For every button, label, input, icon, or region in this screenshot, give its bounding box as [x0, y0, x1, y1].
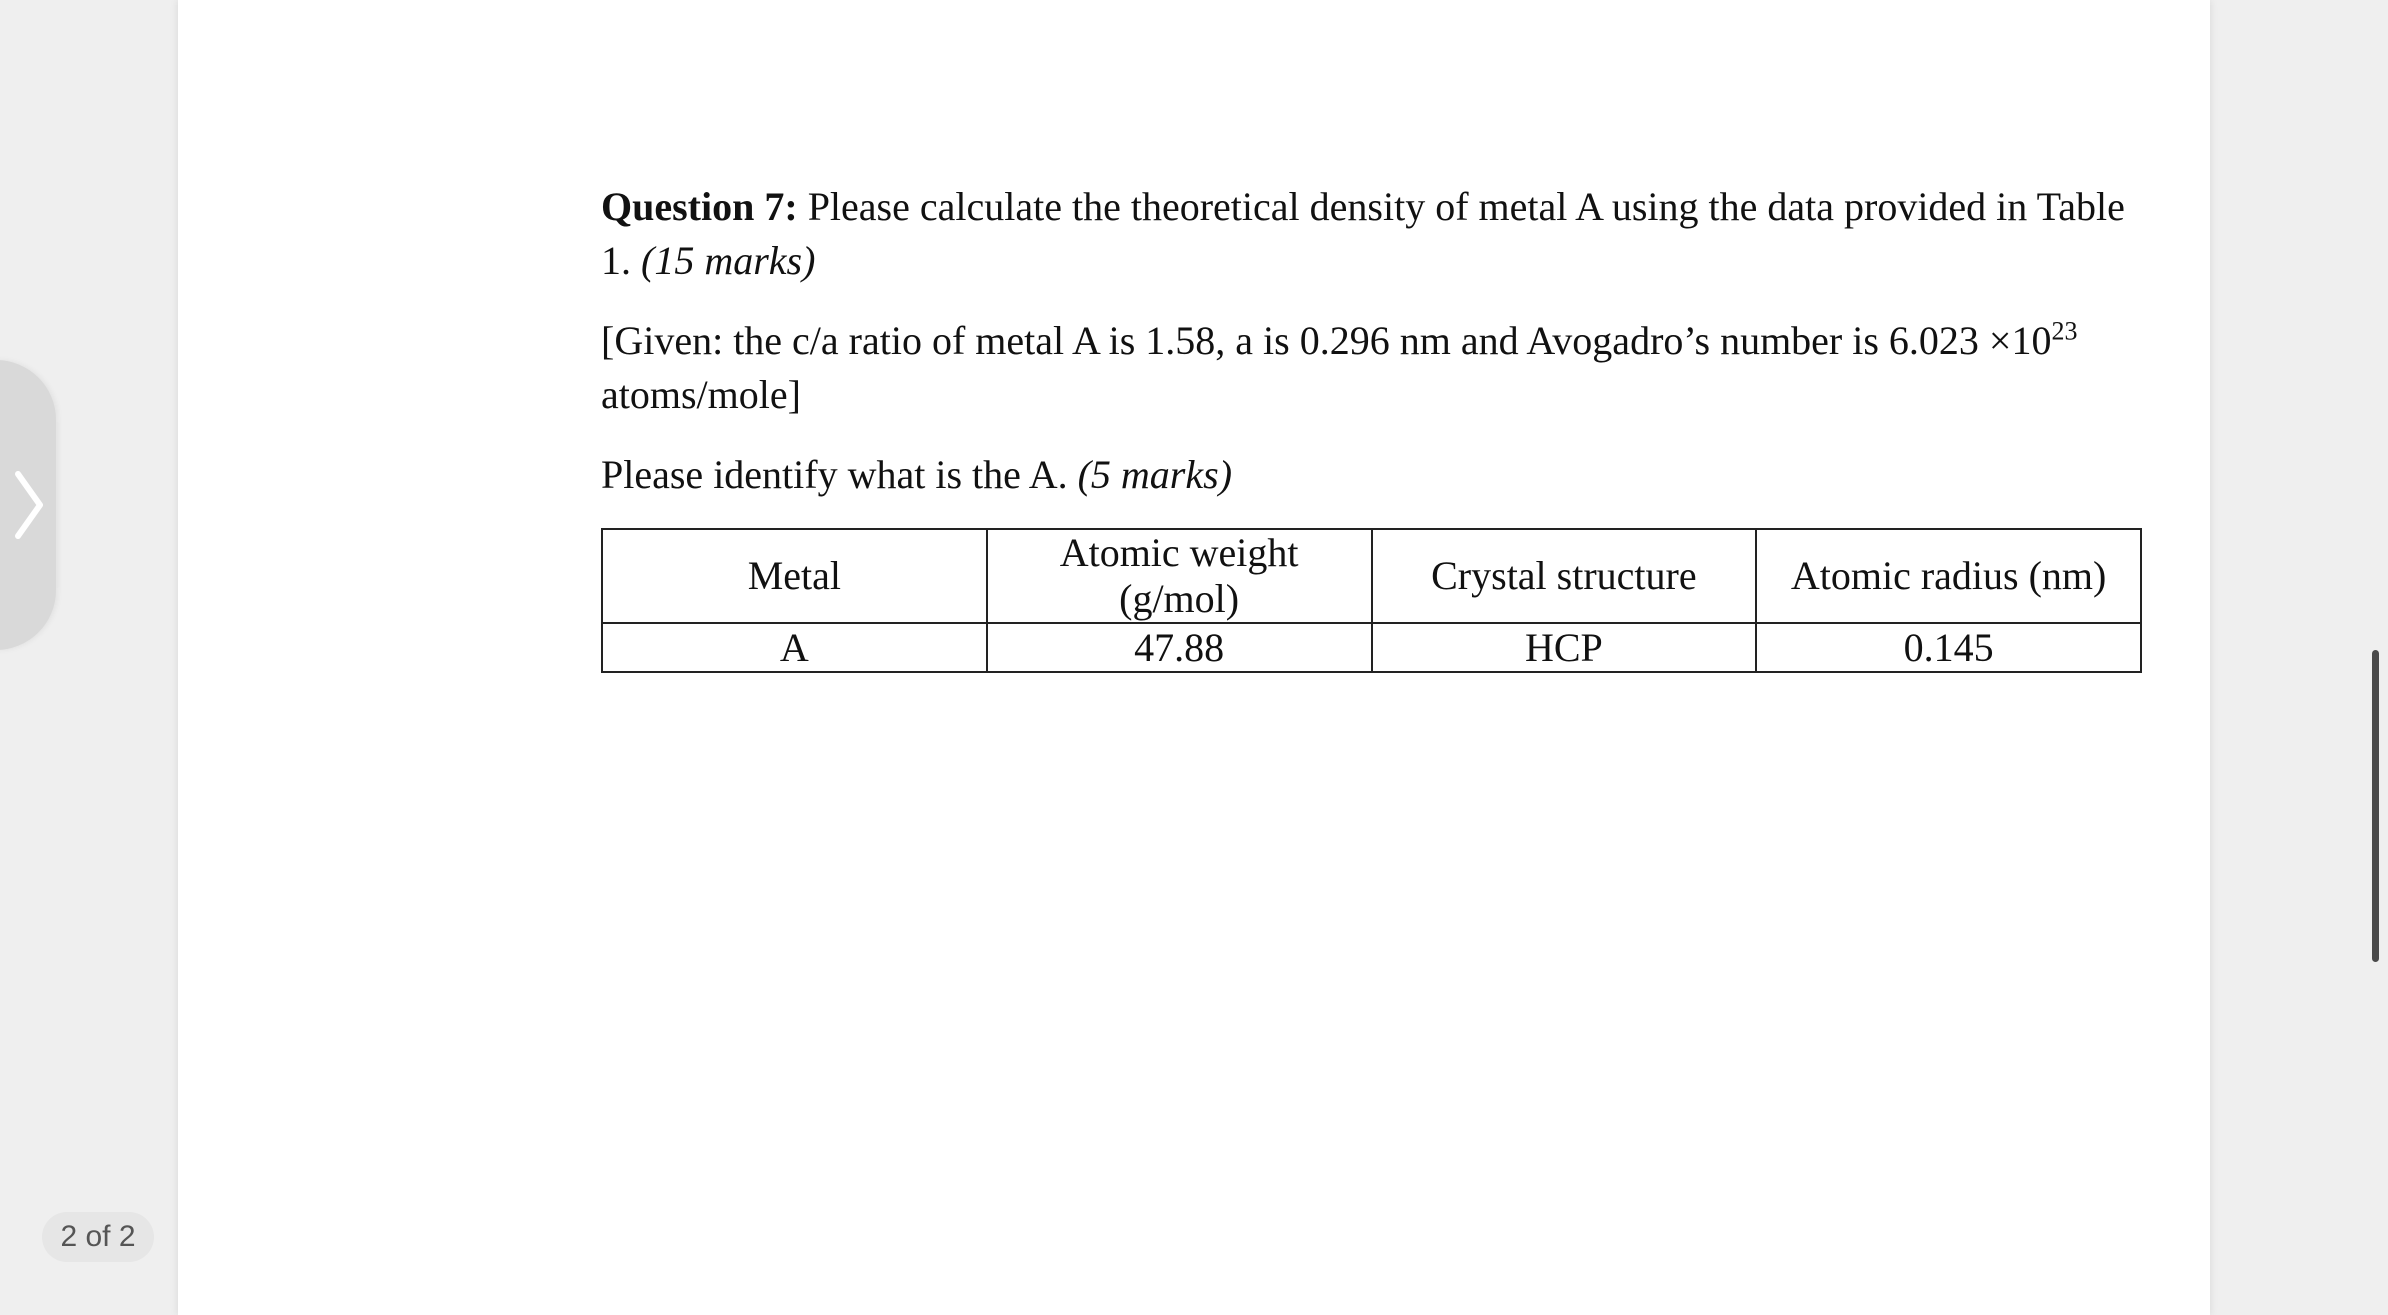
- data-table: [601, 528, 2142, 673]
- cell-atomic-radius: 0.145: [1756, 623, 2141, 672]
- table-header-row: [602, 529, 2141, 623]
- table-row: [602, 623, 2141, 672]
- given-text: [Given: the c/a ratio of metal A is 1.58, a is 0.296 nm and Avogadro’s number is 6.023 ×10: [601, 318, 2052, 363]
- document-page: [178, 0, 2210, 1315]
- previous-page-handle[interactable]: [0, 360, 56, 650]
- header-atomic-radius: Atomic radius (nm): [1756, 529, 2141, 623]
- document-content: [601, 180, 2151, 673]
- question-text: Please calculate the theoretical density of metal A using the data provided in Table 1.: [601, 184, 2125, 283]
- header-atomic-weight: [987, 529, 1372, 623]
- question-paragraph: [601, 180, 2151, 288]
- identify-marks: (5 marks): [1077, 452, 1233, 497]
- vertical-scrollbar[interactable]: [2372, 650, 2379, 962]
- question-label: Question 7:: [601, 184, 798, 229]
- identify-paragraph: [601, 448, 2151, 502]
- cell-crystal-structure: HCP: [1372, 623, 1757, 672]
- given-text-end: atoms/mole]: [601, 372, 801, 417]
- chevron-right-icon: [12, 470, 48, 540]
- page-counter: 2 of 2: [42, 1212, 154, 1262]
- cell-metal: A: [602, 623, 987, 672]
- given-exponent: 23: [2051, 316, 2078, 346]
- cell-atomic-weight: 47.88: [987, 623, 1372, 672]
- identify-text: Please identify what is the A.: [601, 452, 1078, 497]
- header-metal: Metal: [602, 529, 987, 623]
- header-atomic-weight-line1: Atomic weight: [1059, 530, 1299, 575]
- header-atomic-weight-line2: (g/mol): [1119, 576, 1240, 621]
- given-paragraph: [601, 314, 2151, 422]
- header-crystal-structure: Crystal structure: [1372, 529, 1757, 623]
- question-marks: (15 marks): [641, 238, 816, 283]
